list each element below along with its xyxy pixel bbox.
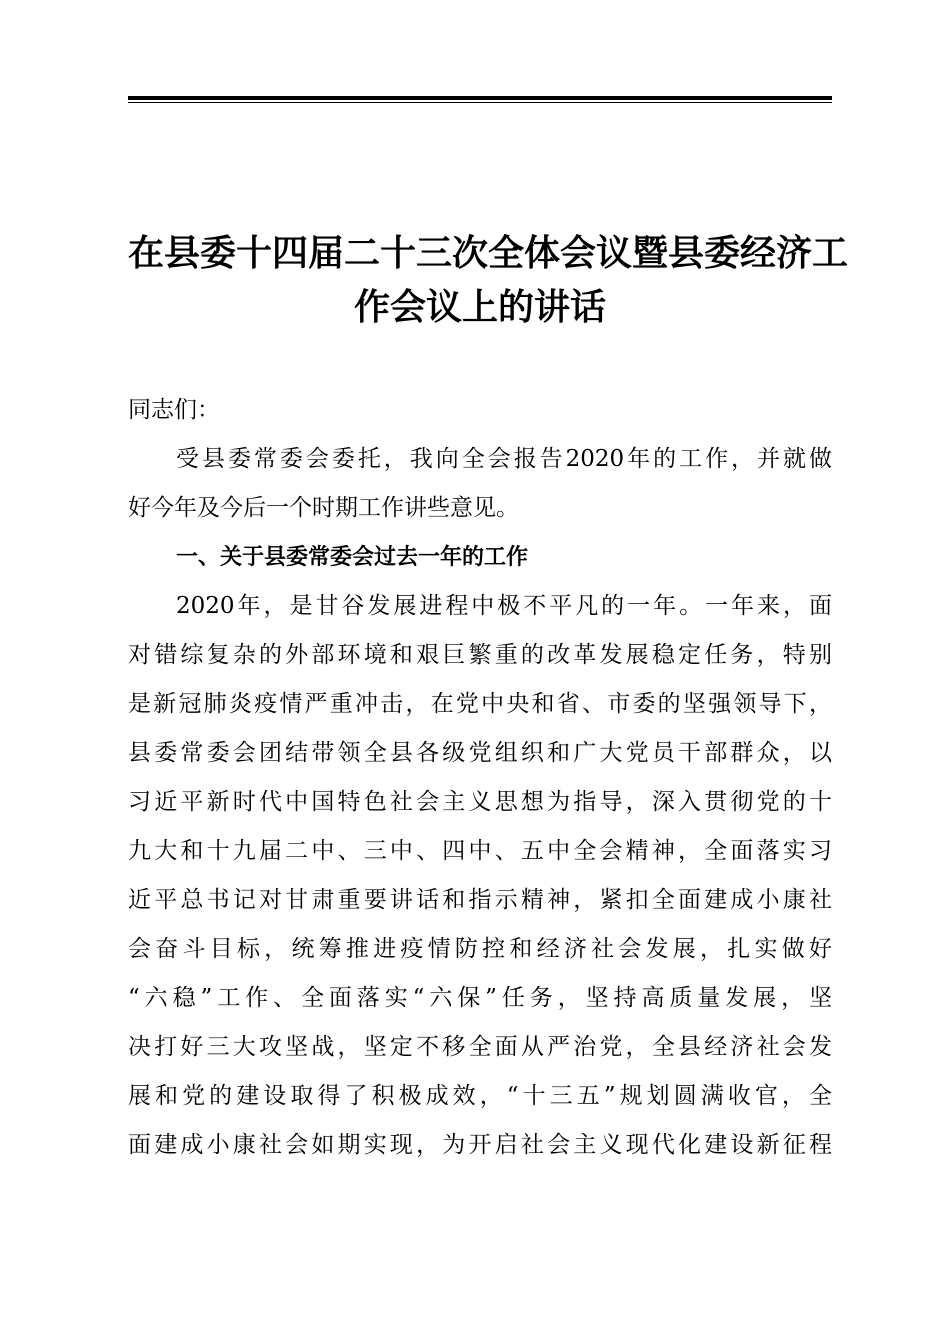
para1-line-7: 近平总书记对甘肃重要讲话和指示精神，紧扣全面建成小康社 — [128, 887, 832, 913]
header-double-rule — [128, 96, 832, 103]
para1-line-3: 是新冠肺炎疫情严重冲击，在党中央和省、市委的坚强领导下， — [128, 691, 832, 717]
para1-line-5: 习近平新时代中国特色社会主义思想为指导，深入贯彻党的十 — [128, 789, 832, 815]
title-line-2: 作会议上的讲话 — [353, 286, 606, 328]
section-heading-1: 一、关于县委常委会过去一年的工作 — [176, 545, 529, 570]
para1-line-12: 面建成小康社会如期实现，为开启社会主义现代化建设新征程 — [128, 1132, 832, 1158]
intro-line-1: 受县委常委会委托，我向全会报告2020年的工作，并就做 — [176, 446, 832, 472]
para1-line-6: 九大和十九届二中、三中、四中、五中全会精神，全面落实习 — [128, 838, 832, 864]
header-rule-thin — [128, 102, 832, 103]
para1-line-9: “六稳”工作、全面落实“六保”任务，坚持高质量发展，坚 — [128, 985, 832, 1011]
document-title — [128, 226, 849, 334]
para1-line-11: 展和党的建设取得了积极成效，“十三五”规划圆满收官，全 — [128, 1083, 832, 1109]
title-line-1: 在县委十四届二十三次全体会议暨县委经济工 — [128, 232, 849, 274]
header-rule-thick — [128, 96, 832, 100]
para1-line-2: 对错综复杂的外部环境和艰巨繁重的改革发展稳定任务，特别 — [128, 642, 832, 668]
salutation: 同志们： — [128, 397, 220, 423]
para1-line-1: 2020年，是甘谷发展进程中极不平凡的一年。一年来，面 — [176, 593, 832, 619]
para1-line-10: 决打好三大攻坚战，坚定不移全面从严治党，全县经济社会发 — [128, 1034, 832, 1060]
intro-line-2: 好今年及今后一个时期工作讲些意见。 — [128, 495, 519, 521]
document-body — [128, 386, 832, 1170]
para1-line-8: 会奋斗目标，统筹推进疫情防控和经济社会发展，扎实做好 — [128, 936, 832, 962]
para1-line-4: 县委常委会团结带领全县各级党组织和广大党员干部群众，以 — [128, 740, 832, 766]
